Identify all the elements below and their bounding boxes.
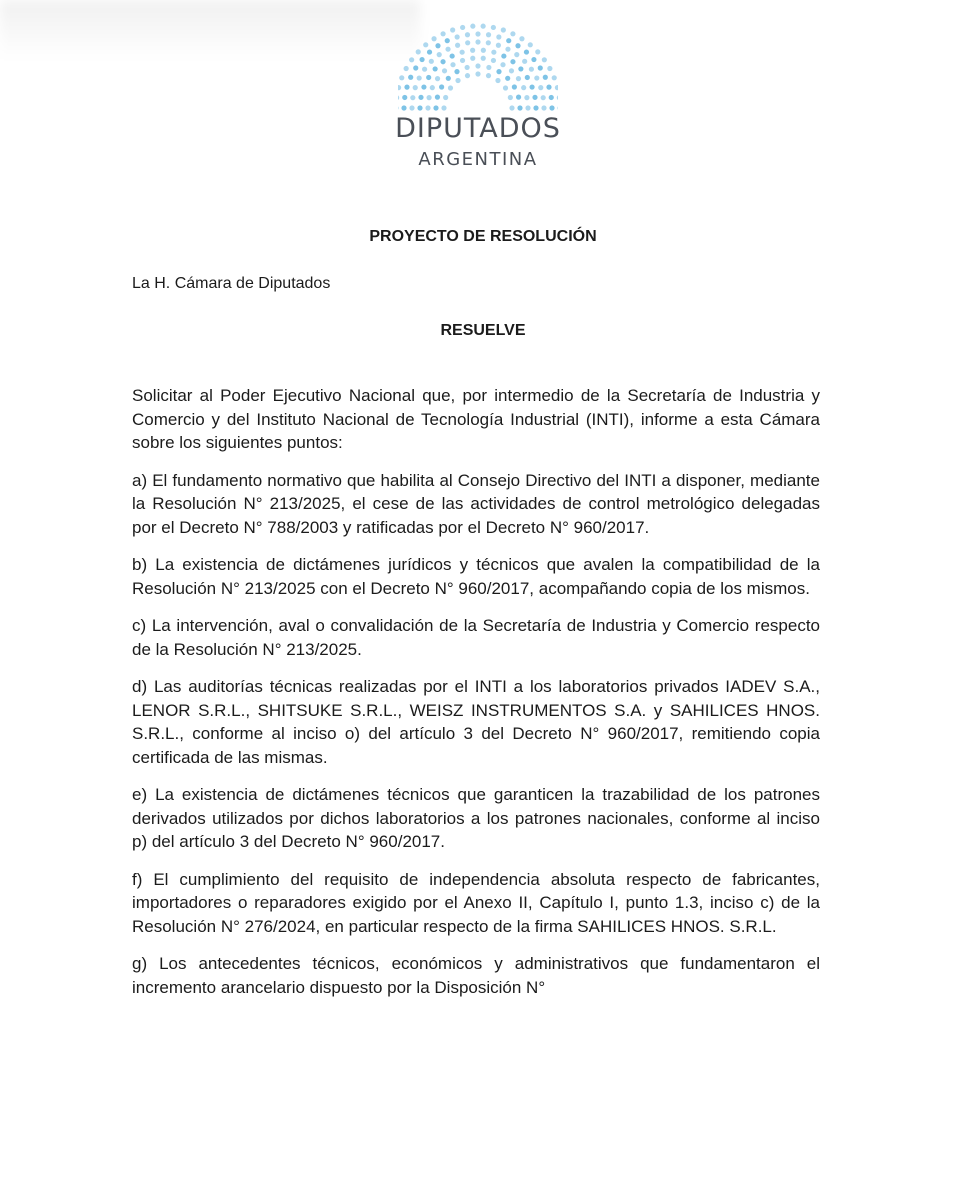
seat-dot [399,75,404,80]
seat-dot [518,66,523,71]
seat-dot [503,85,508,90]
seat-dot [446,76,451,81]
seat-dot [531,57,536,62]
seat-dot [481,56,486,61]
seat-dot [532,95,537,100]
seat-dot [491,25,496,30]
seat-dot [546,85,551,90]
seat-dot [501,53,506,58]
logo-title: DIPUTADOS [395,113,561,144]
seat-dot [443,95,448,100]
seat-dot [496,69,501,74]
seat-dot [417,105,422,110]
seat-dot [510,31,515,36]
seat-dot [430,85,435,90]
seat-dot [486,65,491,70]
seat-dot [435,43,440,48]
seat-dot [501,27,506,32]
seat-dot [409,105,414,110]
seat-dot [495,78,500,83]
seat-dot [500,62,505,67]
seat-dot [421,84,426,89]
seat-dot [529,67,534,72]
seat-dot [524,49,529,54]
seat-dot [437,52,442,57]
seat-dot [465,40,470,45]
seat-dot [413,85,418,90]
document-body [132,384,820,1013]
seat-dot [512,84,517,89]
addressee: La H. Cámara de Diputados [132,275,331,292]
seat-dot [481,24,486,29]
seat-dot [465,65,470,70]
seat-dot [534,75,539,80]
seat-dot [419,57,424,62]
seat-dot [465,32,470,37]
seat-dot [496,34,501,39]
seat-dot [423,42,428,47]
item-a: a) El fundamento normativo que habilita al Consejo Directivo del INTI a disponer, mediante la Resolución N° 213/2025, el cese de las actividades de control metrológico delegadas por el Decreto N° 788/2003 y ratificadas por el Decreto N° 960/2017. [132,470,820,537]
seat-dot [538,65,543,70]
seat-dot [408,75,413,80]
seat-dot [445,38,450,43]
seat-dot [460,58,465,63]
seat-dot [422,67,427,72]
seat-dot [491,58,496,63]
seat-dot [435,95,440,100]
seat-dot [475,31,480,36]
seat-dot [543,75,548,80]
seat-dot [398,85,401,90]
seat-dot [470,48,475,53]
seat-dot [433,105,438,110]
seat-dot [398,95,399,100]
item-c: c) La intervención, aval o convalidación de la Secretaría de Industria y Comercio respecto de la Resolución N° 213/2025. [132,616,820,659]
seat-dot [522,59,527,64]
seat-dot [475,71,480,76]
seat-dot [409,57,414,62]
item-e: e) La existencia de dictámenes técnicos que garanticen la trazabilidad de los patrones derivados utilizados por dichos laboratorios a los patrones nacionales, conforme al inciso p) del artículo 3 del Decreto N° 960/2017. [132,785,820,851]
seat-dot [404,66,409,71]
seat-dot [431,36,436,41]
seat-dot [517,105,522,110]
seat-dot [506,38,511,43]
seat-dot [425,105,430,110]
seat-dot [529,84,534,89]
item-d: d) Las auditorías técnicas realizadas por el INTI a los laboratorios privados IADEV S.A., LENOR S.R.L., SHITSUKE S.R.L., WEISZ INSTRUMENTOS S.A. y SAHILICES HNOS. S.R.L., conforme al inciso o) del artículo 3 del Decreto N° 960/2017, remitiendo copia certificada de las mismas. [132,677,820,767]
seat-dot [509,68,514,73]
seat-dot [439,84,444,89]
seat-dot [521,85,526,90]
seat-dot [445,47,450,52]
seat-dot [426,75,431,80]
diputados-logo [368,20,598,170]
seat-dot [475,39,480,44]
resolves-heading: RESUELVE [440,322,526,339]
document-title: PROYECTO DE RESOLUCIÓN [369,228,597,245]
seat-dot [401,105,406,110]
seat-dot [460,50,465,55]
seat-dot [552,75,557,80]
seat-dot [470,24,475,29]
seat-dot [549,105,554,110]
seat-dot [427,49,432,54]
seat-dot [455,78,460,83]
seat-dot [538,85,543,90]
seat-dot [426,95,431,100]
seat-dot [470,56,475,61]
scan-shadow [0,0,420,60]
seat-dot [525,75,530,80]
seat-dot [440,31,445,36]
seat-dot [541,105,546,110]
seat-dot [410,95,415,100]
seat-dot [535,49,540,54]
seat-dot [557,95,558,100]
seat-dot [450,62,455,67]
seat-dot [404,85,409,90]
seat-dot [454,69,459,74]
seat-dot [448,85,453,90]
seat-dot [496,43,501,48]
seat-dot [505,47,510,52]
seat-dot [486,32,491,37]
seat-dot [524,95,529,100]
seat-dot [481,48,486,53]
seat-dot [547,66,552,71]
seat-dot [465,73,470,78]
seat-dot [515,43,520,48]
seat-dot [460,25,465,30]
intro-paragraph: Solicitar al Poder Ejecutivo Nacional que, por intermedio de la Secretaría de Industria y Comercio y del Instituto Nacional de Tecnología Industrial (INTI), informe a esta Cámara sobre los siguientes puntos: [132,386,820,452]
seat-dot [435,76,440,81]
item-f: f) El cumplimiento del requisito de independencia absoluta respecto de fabricantes, importadores o reparadores exigido por el Anexo II, Capítulo I, punto 1.3, inciso c) de la Resolución N° 276/2024, en particular respecto de la firma SAHILICES HNOS. S.R.L. [132,869,820,936]
seat-dot [525,105,530,110]
seat-dot [514,52,519,57]
seat-dot [509,105,514,110]
seat-dot [417,75,422,80]
seat-dot [542,57,547,62]
seat-dot [505,76,510,81]
seat-dot [416,49,421,54]
seat-dot [455,34,460,39]
seat-dot [557,105,558,110]
seat-dot [508,95,513,100]
seat-dot [510,59,515,64]
logo-subtitle: ARGENTINA [418,149,538,170]
seat-dot [450,27,455,32]
item-b: b) La existencia de dictámenes jurídicos y técnicos que avalen la compatibilidad de la Resolución N° 213/2025 con el Decreto N° 960/2017, acompañando copia de los mismos. [132,555,820,598]
seat-dot [450,53,455,58]
seat-dot [441,105,446,110]
seat-dot [398,105,399,110]
seat-dot [516,76,521,81]
seat-dot [402,95,407,100]
seat-dot [491,50,496,55]
seat-dot [541,95,546,100]
seat-dot [418,95,423,100]
seat-dot [429,59,434,64]
seat-dot [440,59,445,64]
seat-dot [475,63,480,68]
seat-dot [528,42,533,47]
seat-dot [519,36,524,41]
seat-dot [555,85,558,90]
seat-dot [549,95,554,100]
seat-dot [413,65,418,70]
seat-dot [486,40,491,45]
seat-dot [486,73,491,78]
seat-dot [533,105,538,110]
hemicycle-icon [398,20,558,112]
seat-dot [455,43,460,48]
item-g: g) Los antecedentes técnicos, económicos y administrativos que fundamentaron el incremento arancelario dispuesto por la Disposición N° [132,954,820,997]
seat-dot [442,68,447,73]
seat-dot [516,95,521,100]
seat-dot [433,66,438,71]
